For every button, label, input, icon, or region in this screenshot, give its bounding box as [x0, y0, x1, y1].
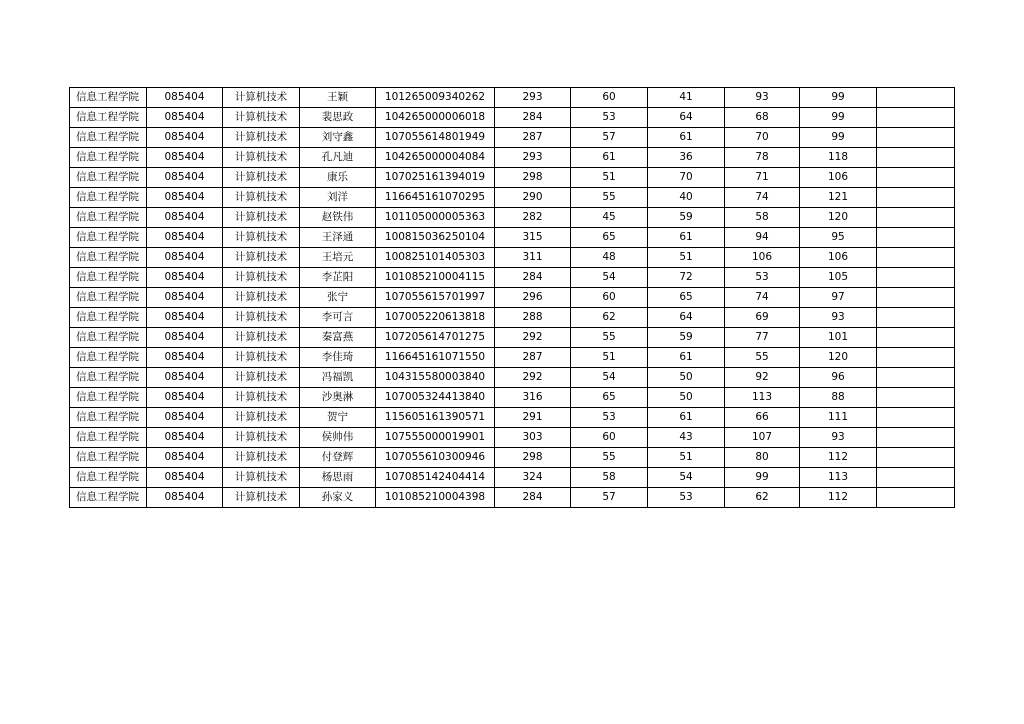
cell-english-score: 70: [648, 168, 725, 188]
cell-subject2-score: 93: [800, 428, 877, 448]
cell-subject2-score: 112: [800, 448, 877, 468]
cell-major-name: 计算机技术: [223, 108, 300, 128]
cell-exam-id: 116645161070295: [376, 188, 495, 208]
cell-exam-id: 100825101405303: [376, 248, 495, 268]
cell-remark: [877, 88, 955, 108]
cell-major-name: 计算机技术: [223, 328, 300, 348]
cell-subject2-score: 95: [800, 228, 877, 248]
cell-subject2-score: 88: [800, 388, 877, 408]
table-row: [70, 428, 955, 448]
cell-total-score: 284: [495, 488, 571, 508]
table-row: [70, 368, 955, 388]
table-row: [70, 448, 955, 468]
table-row: [70, 268, 955, 288]
cell-subject2-score: 113: [800, 468, 877, 488]
cell-major-code: 085404: [147, 328, 223, 348]
cell-politics-score: 65: [571, 388, 648, 408]
cell-exam-id: 101085210004115: [376, 268, 495, 288]
cell-exam-id: 101105000005363: [376, 208, 495, 228]
cell-major-code: 085404: [147, 448, 223, 468]
cell-remark: [877, 188, 955, 208]
table-row: [70, 288, 955, 308]
cell-major-code: 085404: [147, 228, 223, 248]
cell-remark: [877, 168, 955, 188]
table-row: [70, 468, 955, 488]
cell-subject2-score: 93: [800, 308, 877, 328]
cell-subject1-score: 62: [725, 488, 800, 508]
cell-total-score: 287: [495, 348, 571, 368]
cell-major-code: 085404: [147, 108, 223, 128]
cell-english-score: 54: [648, 468, 725, 488]
cell-politics-score: 53: [571, 408, 648, 428]
cell-student-name: 杨思雨: [300, 468, 376, 488]
cell-major-name: 计算机技术: [223, 468, 300, 488]
cell-remark: [877, 268, 955, 288]
cell-total-score: 315: [495, 228, 571, 248]
cell-subject2-score: 101: [800, 328, 877, 348]
cell-exam-id: 107005220613818: [376, 308, 495, 328]
cell-major-name: 计算机技术: [223, 348, 300, 368]
cell-student-name: 刘洋: [300, 188, 376, 208]
cell-major-name: 计算机技术: [223, 288, 300, 308]
cell-subject2-score: 112: [800, 488, 877, 508]
cell-remark: [877, 488, 955, 508]
cell-total-score: 290: [495, 188, 571, 208]
cell-politics-score: 51: [571, 348, 648, 368]
cell-subject1-score: 107: [725, 428, 800, 448]
cell-politics-score: 65: [571, 228, 648, 248]
cell-college: 信息工程学院: [70, 108, 147, 128]
cell-subject2-score: 105: [800, 268, 877, 288]
cell-remark: [877, 108, 955, 128]
cell-total-score: 324: [495, 468, 571, 488]
cell-major-code: 085404: [147, 268, 223, 288]
cell-major-code: 085404: [147, 168, 223, 188]
cell-exam-id: 107055614801949: [376, 128, 495, 148]
cell-total-score: 298: [495, 448, 571, 468]
cell-major-code: 085404: [147, 188, 223, 208]
cell-exam-id: 107555000019901: [376, 428, 495, 448]
cell-total-score: 293: [495, 148, 571, 168]
cell-major-code: 085404: [147, 248, 223, 268]
cell-student-name: 王颖: [300, 88, 376, 108]
table-body: [70, 88, 955, 508]
table-row: [70, 168, 955, 188]
cell-remark: [877, 128, 955, 148]
cell-total-score: 288: [495, 308, 571, 328]
table-row: [70, 248, 955, 268]
cell-remark: [877, 448, 955, 468]
cell-college: 信息工程学院: [70, 448, 147, 468]
cell-major-code: 085404: [147, 388, 223, 408]
cell-remark: [877, 208, 955, 228]
table-row: [70, 88, 955, 108]
cell-total-score: 303: [495, 428, 571, 448]
cell-english-score: 61: [648, 408, 725, 428]
cell-total-score: 298: [495, 168, 571, 188]
cell-exam-id: 107055610300946: [376, 448, 495, 468]
cell-subject1-score: 55: [725, 348, 800, 368]
cell-politics-score: 57: [571, 128, 648, 148]
cell-major-name: 计算机技术: [223, 428, 300, 448]
cell-remark: [877, 248, 955, 268]
cell-subject2-score: 120: [800, 348, 877, 368]
cell-major-code: 085404: [147, 88, 223, 108]
cell-subject1-score: 58: [725, 208, 800, 228]
cell-exam-id: 104315580003840: [376, 368, 495, 388]
cell-english-score: 43: [648, 428, 725, 448]
score-table: [69, 87, 955, 508]
cell-subject2-score: 111: [800, 408, 877, 428]
cell-remark: [877, 468, 955, 488]
cell-exam-id: 100815036250104: [376, 228, 495, 248]
cell-remark: [877, 148, 955, 168]
table-row: [70, 328, 955, 348]
cell-politics-score: 58: [571, 468, 648, 488]
cell-major-name: 计算机技术: [223, 208, 300, 228]
cell-college: 信息工程学院: [70, 388, 147, 408]
cell-total-score: 316: [495, 388, 571, 408]
cell-student-name: 刘守鑫: [300, 128, 376, 148]
cell-subject1-score: 71: [725, 168, 800, 188]
cell-major-name: 计算机技术: [223, 248, 300, 268]
cell-english-score: 41: [648, 88, 725, 108]
cell-college: 信息工程学院: [70, 248, 147, 268]
cell-exam-id: 115605161390571: [376, 408, 495, 428]
cell-student-name: 秦富燕: [300, 328, 376, 348]
cell-major-code: 085404: [147, 288, 223, 308]
cell-college: 信息工程学院: [70, 168, 147, 188]
cell-college: 信息工程学院: [70, 488, 147, 508]
cell-major-code: 085404: [147, 128, 223, 148]
cell-major-code: 085404: [147, 148, 223, 168]
cell-college: 信息工程学院: [70, 208, 147, 228]
cell-total-score: 296: [495, 288, 571, 308]
cell-remark: [877, 228, 955, 248]
cell-exam-id: 107005324413840: [376, 388, 495, 408]
cell-college: 信息工程学院: [70, 288, 147, 308]
cell-major-name: 计算机技术: [223, 488, 300, 508]
cell-major-name: 计算机技术: [223, 408, 300, 428]
cell-major-name: 计算机技术: [223, 388, 300, 408]
table-row: [70, 388, 955, 408]
cell-total-score: 284: [495, 268, 571, 288]
cell-total-score: 292: [495, 328, 571, 348]
cell-student-name: 李佳琦: [300, 348, 376, 368]
cell-politics-score: 54: [571, 268, 648, 288]
cell-subject2-score: 106: [800, 168, 877, 188]
cell-total-score: 282: [495, 208, 571, 228]
cell-student-name: 王泽通: [300, 228, 376, 248]
cell-student-name: 赵铁伟: [300, 208, 376, 228]
cell-english-score: 64: [648, 108, 725, 128]
cell-college: 信息工程学院: [70, 148, 147, 168]
cell-subject1-score: 93: [725, 88, 800, 108]
cell-subject1-score: 113: [725, 388, 800, 408]
cell-major-code: 085404: [147, 348, 223, 368]
cell-student-name: 李芷阳: [300, 268, 376, 288]
cell-english-score: 51: [648, 248, 725, 268]
cell-subject2-score: 120: [800, 208, 877, 228]
cell-student-name: 沙奥淋: [300, 388, 376, 408]
table-row: [70, 348, 955, 368]
cell-total-score: 293: [495, 88, 571, 108]
cell-exam-id: 107055615701997: [376, 288, 495, 308]
cell-politics-score: 60: [571, 88, 648, 108]
cell-subject2-score: 106: [800, 248, 877, 268]
cell-subject1-score: 74: [725, 288, 800, 308]
cell-college: 信息工程学院: [70, 328, 147, 348]
cell-english-score: 65: [648, 288, 725, 308]
cell-exam-id: 107085142404414: [376, 468, 495, 488]
table-row: [70, 148, 955, 168]
cell-major-code: 085404: [147, 408, 223, 428]
cell-student-name: 孙家义: [300, 488, 376, 508]
cell-major-name: 计算机技术: [223, 368, 300, 388]
cell-major-code: 085404: [147, 428, 223, 448]
table-row: [70, 108, 955, 128]
cell-subject1-score: 94: [725, 228, 800, 248]
cell-major-name: 计算机技术: [223, 228, 300, 248]
cell-remark: [877, 408, 955, 428]
cell-college: 信息工程学院: [70, 368, 147, 388]
cell-politics-score: 48: [571, 248, 648, 268]
cell-student-name: 付登辉: [300, 448, 376, 468]
cell-politics-score: 55: [571, 448, 648, 468]
cell-english-score: 61: [648, 228, 725, 248]
cell-remark: [877, 388, 955, 408]
cell-major-code: 085404: [147, 208, 223, 228]
cell-subject1-score: 70: [725, 128, 800, 148]
cell-major-code: 085404: [147, 468, 223, 488]
cell-remark: [877, 368, 955, 388]
cell-total-score: 311: [495, 248, 571, 268]
table-row: [70, 208, 955, 228]
cell-college: 信息工程学院: [70, 228, 147, 248]
cell-college: 信息工程学院: [70, 348, 147, 368]
cell-major-name: 计算机技术: [223, 128, 300, 148]
cell-student-name: 冯福凯: [300, 368, 376, 388]
cell-major-code: 085404: [147, 308, 223, 328]
cell-subject1-score: 78: [725, 148, 800, 168]
cell-college: 信息工程学院: [70, 88, 147, 108]
cell-exam-id: 101265009340262: [376, 88, 495, 108]
cell-subject1-score: 66: [725, 408, 800, 428]
table-row: [70, 308, 955, 328]
cell-major-code: 085404: [147, 488, 223, 508]
cell-major-name: 计算机技术: [223, 448, 300, 468]
cell-subject2-score: 121: [800, 188, 877, 208]
cell-english-score: 64: [648, 308, 725, 328]
table-row: [70, 188, 955, 208]
cell-student-name: 王培元: [300, 248, 376, 268]
cell-english-score: 40: [648, 188, 725, 208]
cell-remark: [877, 288, 955, 308]
cell-college: 信息工程学院: [70, 468, 147, 488]
cell-remark: [877, 348, 955, 368]
cell-politics-score: 60: [571, 288, 648, 308]
cell-politics-score: 60: [571, 428, 648, 448]
cell-major-name: 计算机技术: [223, 188, 300, 208]
cell-remark: [877, 428, 955, 448]
cell-english-score: 53: [648, 488, 725, 508]
cell-major-name: 计算机技术: [223, 268, 300, 288]
cell-politics-score: 55: [571, 188, 648, 208]
cell-exam-id: 116645161071550: [376, 348, 495, 368]
cell-subject2-score: 118: [800, 148, 877, 168]
cell-student-name: 贺宁: [300, 408, 376, 428]
cell-exam-id: 107025161394019: [376, 168, 495, 188]
cell-politics-score: 57: [571, 488, 648, 508]
cell-subject2-score: 99: [800, 88, 877, 108]
cell-major-name: 计算机技术: [223, 148, 300, 168]
cell-major-name: 计算机技术: [223, 88, 300, 108]
cell-total-score: 291: [495, 408, 571, 428]
cell-english-score: 61: [648, 128, 725, 148]
cell-english-score: 59: [648, 208, 725, 228]
cell-student-name: 裴思政: [300, 108, 376, 128]
cell-subject1-score: 68: [725, 108, 800, 128]
cell-english-score: 50: [648, 388, 725, 408]
cell-major-name: 计算机技术: [223, 308, 300, 328]
cell-politics-score: 62: [571, 308, 648, 328]
cell-subject2-score: 99: [800, 108, 877, 128]
cell-college: 信息工程学院: [70, 188, 147, 208]
cell-total-score: 287: [495, 128, 571, 148]
cell-politics-score: 53: [571, 108, 648, 128]
cell-english-score: 51: [648, 448, 725, 468]
cell-college: 信息工程学院: [70, 408, 147, 428]
cell-subject1-score: 106: [725, 248, 800, 268]
cell-remark: [877, 308, 955, 328]
cell-exam-id: 104265000006018: [376, 108, 495, 128]
cell-english-score: 36: [648, 148, 725, 168]
cell-subject1-score: 69: [725, 308, 800, 328]
cell-total-score: 292: [495, 368, 571, 388]
cell-major-code: 085404: [147, 368, 223, 388]
cell-politics-score: 61: [571, 148, 648, 168]
cell-student-name: 孔凡迪: [300, 148, 376, 168]
cell-politics-score: 54: [571, 368, 648, 388]
cell-subject1-score: 92: [725, 368, 800, 388]
cell-exam-id: 107205614701275: [376, 328, 495, 348]
cell-subject1-score: 53: [725, 268, 800, 288]
table-row: [70, 128, 955, 148]
cell-subject1-score: 80: [725, 448, 800, 468]
cell-student-name: 李可言: [300, 308, 376, 328]
cell-subject2-score: 99: [800, 128, 877, 148]
table-row: [70, 228, 955, 248]
cell-student-name: 侯帅伟: [300, 428, 376, 448]
cell-subject2-score: 97: [800, 288, 877, 308]
cell-english-score: 61: [648, 348, 725, 368]
table-row: [70, 408, 955, 428]
cell-subject1-score: 74: [725, 188, 800, 208]
cell-english-score: 59: [648, 328, 725, 348]
cell-college: 信息工程学院: [70, 428, 147, 448]
cell-subject2-score: 96: [800, 368, 877, 388]
cell-college: 信息工程学院: [70, 308, 147, 328]
cell-politics-score: 51: [571, 168, 648, 188]
cell-student-name: 康乐: [300, 168, 376, 188]
cell-college: 信息工程学院: [70, 128, 147, 148]
cell-english-score: 50: [648, 368, 725, 388]
cell-english-score: 72: [648, 268, 725, 288]
cell-subject1-score: 77: [725, 328, 800, 348]
cell-college: 信息工程学院: [70, 268, 147, 288]
cell-exam-id: 101085210004398: [376, 488, 495, 508]
cell-exam-id: 104265000004084: [376, 148, 495, 168]
table-row: [70, 488, 955, 508]
cell-subject1-score: 99: [725, 468, 800, 488]
cell-politics-score: 45: [571, 208, 648, 228]
cell-politics-score: 55: [571, 328, 648, 348]
cell-remark: [877, 328, 955, 348]
cell-total-score: 284: [495, 108, 571, 128]
cell-student-name: 张宁: [300, 288, 376, 308]
cell-major-name: 计算机技术: [223, 168, 300, 188]
